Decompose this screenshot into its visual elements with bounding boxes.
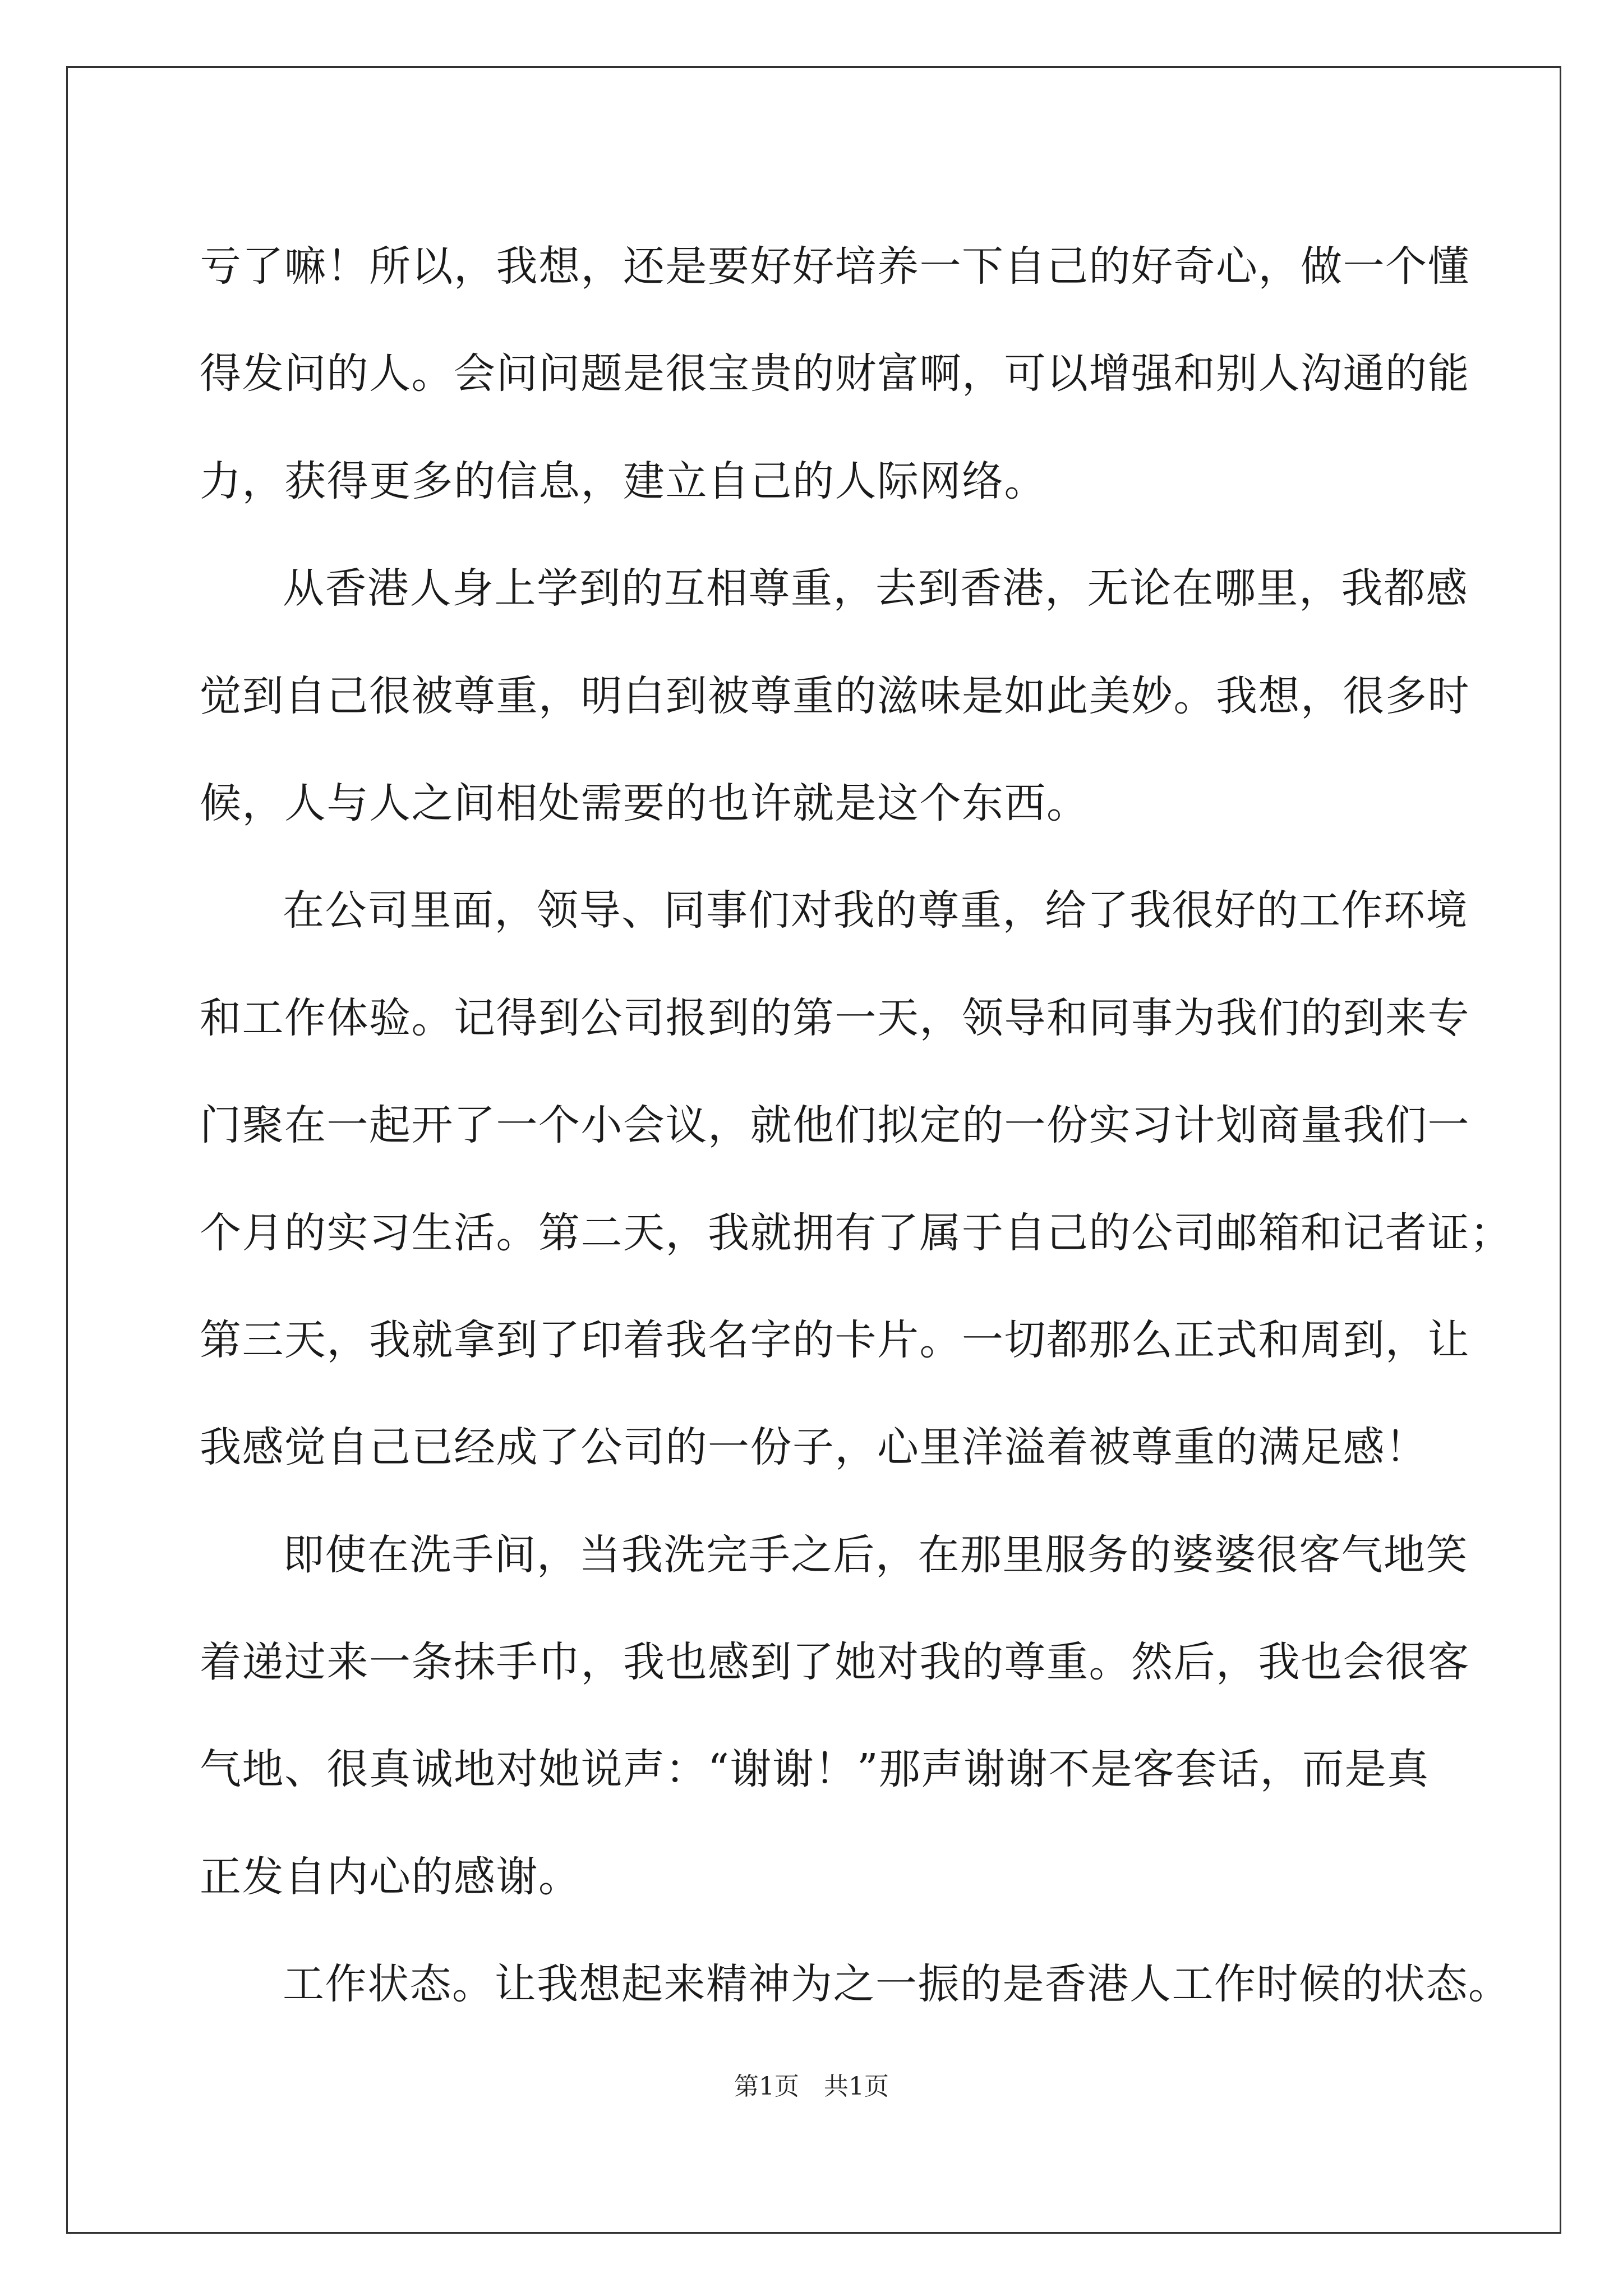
text-line: 个月的实习生活。第二天，我就拥有了属于自己的公司邮箱和记者证；: [200, 1208, 1513, 1257]
text-line: 觉到自己很被尊重，明白到被尊重的滋味是如此美妙。我想，很多时: [200, 671, 1470, 720]
page-total: 共1页: [824, 2072, 889, 2101]
paragraph-start-line: 即使在洗手间，当我洗完手之后，在那里服务的婆婆很客气地笑: [283, 1530, 1468, 1579]
paragraph-start-line: 在公司里面，领导、同事们对我的尊重，给了我很好的工作环境: [283, 886, 1468, 935]
text-line: 候，人与人之间相处需要的也许就是这个东西。: [200, 779, 1089, 827]
paragraph-start-line: 从香港人身上学到的互相尊重，去到香港，无论在哪里，我都感: [283, 564, 1468, 613]
text-line: 亏了嘛！所以，我想，还是要好好培养一下自己的好奇心，做一个懂: [200, 242, 1470, 291]
text-line: 和工作体验。记得到公司报到的第一天，领导和同事为我们的到来专: [200, 993, 1470, 1042]
text-line: 力，获得更多的信息，建立自己的人际网络。: [200, 457, 1046, 505]
text-line: 气地、很真诚地对她说声：“谢谢！”那声谢谢不是客套话，而是真: [200, 1745, 1430, 1794]
text-line: 正发自内心的感谢。: [200, 1852, 581, 1901]
text-line: 门聚在一起开了一个小会议，就他们拟定的一份实习计划商量我们一: [200, 1101, 1470, 1150]
document-body: [200, 213, 1513, 2039]
text-line: 我感觉自己已经成了公司的一份子，心里洋溢着被尊重的满足感！: [200, 1423, 1428, 1472]
text-line: 得发问的人。会问问题是很宝贵的财富啊，可以增强和别人沟通的能: [200, 349, 1470, 398]
paragraph-start-line: 工作状态。让我想起来精神为之一振的是香港人工作时候的状态。: [283, 1960, 1511, 2009]
page-number: 第1页: [734, 2072, 799, 2101]
text-line: 着递过来一条抹手巾，我也感到了她对我的尊重。然后，我也会很客: [200, 1638, 1470, 1687]
page-footer: [0, 2070, 1623, 2104]
text-line: 第三天，我就拿到了印着我名字的卡片。一切都那么正式和周到，让: [200, 1315, 1470, 1364]
